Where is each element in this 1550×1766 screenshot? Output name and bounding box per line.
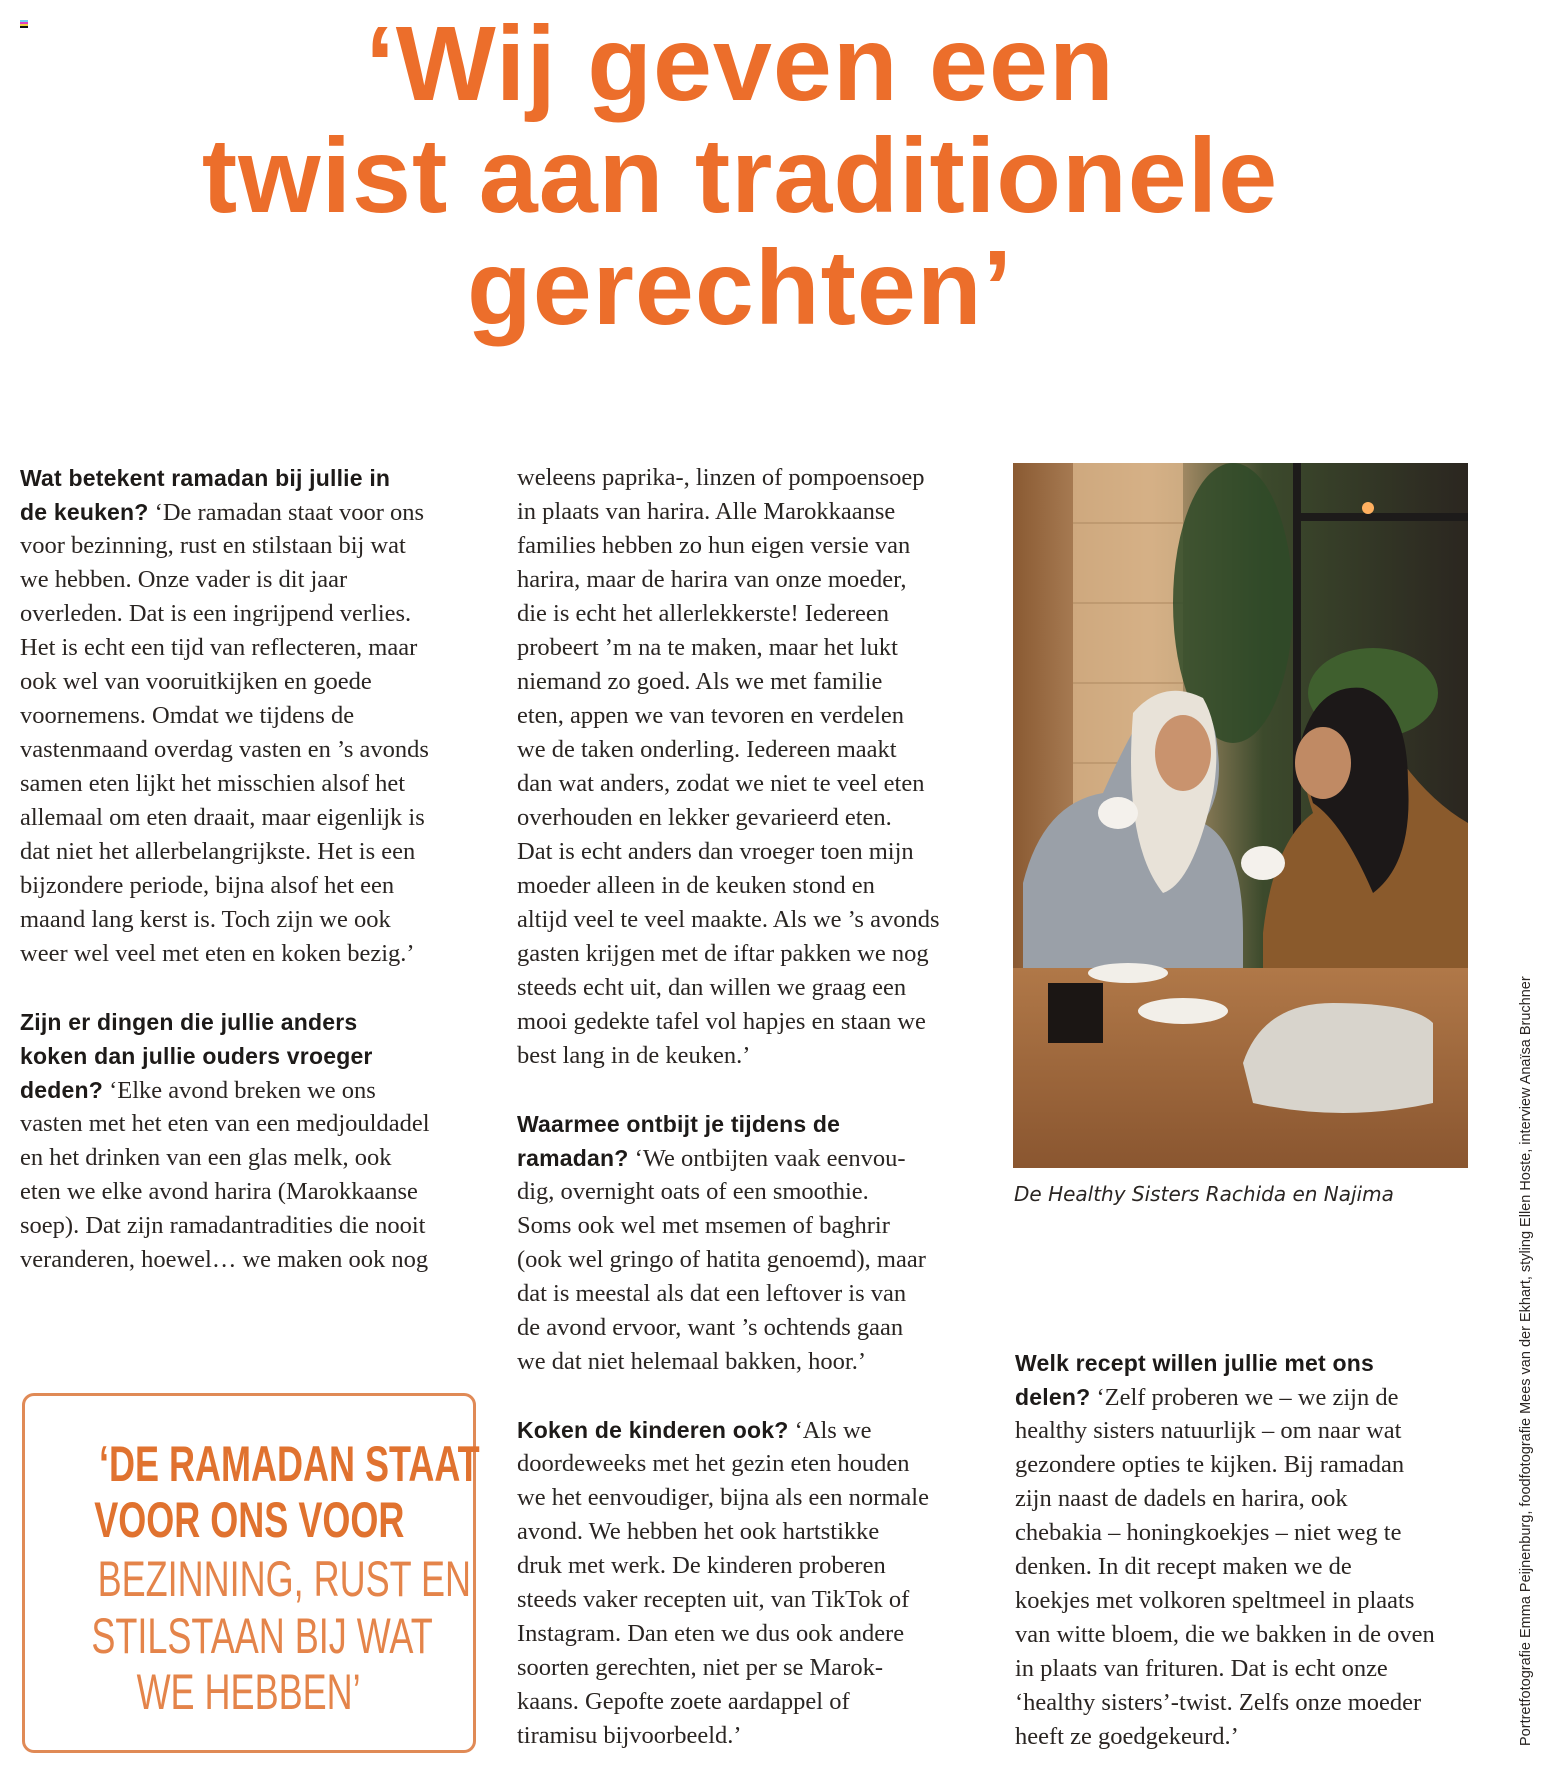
answer-text: ‘We ontbijten vaak eenvou- [634,1145,906,1172]
answer-text: avond. We hebben het ook hartstikke [517,1518,880,1545]
text-line [517,1719,977,1753]
answer-text: Instagram. Dan eten we dus ook andere [517,1620,905,1647]
text-line [517,1651,977,1685]
answer-text: niemand zo goed. Als we met familie [517,668,883,695]
answer-text: allemaal om eten draait, maar eigenlijk is [20,804,425,831]
text-line [20,835,480,869]
answer-text: steeds vaker recepten uit, van TikTok of [517,1586,910,1613]
answer-text: overleden. Dat is een ingrijpend verlies. [20,600,412,627]
interview-paragraph [517,461,977,1073]
photo-caption: De Healthy Sisters Rachida en Najima [1014,1182,1394,1206]
headline-line: twist aan traditionele [201,117,1279,235]
text-line [517,835,977,869]
answer-text: mooi gedekte tafel vol hapjes en staan we [517,1008,926,1035]
answer-text: maand lang kerst is. Toch zijn we ook [20,906,391,933]
paragraph-gap [20,971,480,1005]
article-column-3 [1015,1346,1485,1754]
text-line [517,1039,977,1073]
text-line [517,1583,977,1617]
text-line [517,1311,977,1345]
text-line [1015,1516,1485,1550]
answer-text: chebakia – honingkoekjes – niet weg te [1015,1519,1402,1546]
answer-text: dat is meestal als dat een leftover is van [517,1280,907,1307]
text-line [517,1549,977,1583]
answer-text: bijzondere periode, bijna alsof het een [20,872,395,899]
text-line [517,1481,977,1515]
text-line [1015,1414,1485,1448]
text-line [20,1073,480,1107]
answer-text: in plaats van harira. Alle Marokkaanse [517,498,896,525]
answer-text: eten we elke avond harira (Marokkaanse [20,1178,418,1205]
question-text: Koken de kinderen ook? [517,1417,789,1443]
text-line [20,631,480,665]
pull-quote-line: STILSTAAN BIJ WAT [91,1608,433,1664]
text-line [517,767,977,801]
text-line [517,1447,977,1481]
answer-text: we de taken onderling. Iedereen maakt [517,736,897,763]
answer-text: ook wel van vooruitkijken en goede [20,668,372,695]
pull-quote-line: BEZINNING, RUST EN [97,1551,471,1607]
text-line [517,529,977,563]
question-text: Welk recept willen jullie met ons [1015,1350,1374,1376]
answer-text: (ook wel gringo of hatita genoemd), maar [517,1246,926,1273]
answer-text: in plaats van frituren. Dat is echt onze [1015,1655,1388,1682]
text-line [517,1141,977,1175]
answer-text: kaans. Gepofte zoete aardappel of [517,1688,850,1715]
article-column-2 [517,461,977,1753]
question-text: koken dan jullie ouders vroeger [20,1043,373,1069]
text-line [517,665,977,699]
text-line [1015,1380,1485,1414]
text-line [517,1277,977,1311]
article-column-1 [20,461,480,1277]
text-line [517,801,977,835]
pull-quote-line: VOOR ONS VOOR [93,1492,405,1548]
interview-paragraph [1015,1346,1485,1754]
answer-text: ‘Als we [794,1417,872,1444]
answer-text: de avond ervoor, want ’s ochtends gaan [517,1314,904,1341]
answer-text: vastenmaand overdag vasten en ’s avonds [20,736,429,763]
answer-text: en het drinken van een glas melk, ook [20,1144,392,1171]
text-line [517,461,977,495]
answer-text: eten, appen we van tevoren en verdelen [517,702,905,729]
text-line [517,1617,977,1651]
answer-text: zijn naast de dadels en harira, ook [1015,1485,1348,1512]
question-text: deden? [20,1077,103,1103]
text-line [1015,1618,1485,1652]
text-line [20,1107,480,1141]
text-line [517,937,977,971]
text-line [20,495,480,529]
answer-text: heeft ze goedgekeurd.’ [1015,1723,1239,1750]
text-line [517,563,977,597]
answer-text: samen eten lijkt het misschien alsof het [20,770,406,797]
answer-text: we het eenvoudiger, bijna als een normale [517,1484,929,1511]
text-line [1015,1346,1485,1380]
text-line [517,1345,977,1379]
answer-text: Soms ook wel met msemen of baghrir [517,1212,890,1239]
text-line [517,1685,977,1719]
question-text: ramadan? [517,1145,629,1171]
photo-credits: Portretfotografie Emma Peijnenburg, foodfotografie Mees van der Ekhart, styling Ellen Hoste, interview Anaïsa Bruchner [1518,976,1534,1746]
answer-text: we dat niet helemaal bakken, hoor.’ [517,1348,866,1375]
answer-text: we hebben. Onze vader is dit jaar [20,566,348,593]
text-line [517,903,977,937]
text-line [20,733,480,767]
answer-text: doordeweeks met het gezin eten houden [517,1450,910,1477]
answer-text: Dat is echt anders dan vroeger toen mijn [517,838,914,865]
text-line [20,1209,480,1243]
headline-line: gerechten’ [466,229,1014,347]
question-text: Waarmee ontbijt je tijdens de [517,1111,841,1137]
text-line [517,1243,977,1277]
answer-text: weleens paprika-, linzen of pompoensoep [517,464,925,491]
text-line [1015,1482,1485,1516]
text-line [20,1005,480,1039]
text-line [20,767,480,801]
answer-text: voornemens. Omdat we tijdens de [20,702,355,729]
text-line [1015,1448,1485,1482]
text-line [20,563,480,597]
headline [0,5,1480,347]
answer-text: dat niet het allerbelangrijkste. Het is een [20,838,416,865]
paragraph-gap [517,1379,977,1413]
text-line [20,461,480,495]
text-line [20,801,480,835]
text-line [20,1141,480,1175]
answer-text: families hebben zo hun eigen versie van [517,532,911,559]
pull-quote-line: ‘DE RAMADAN STAAT [99,1436,480,1492]
interview-paragraph [20,1005,480,1277]
headline-line: ‘Wij geven een [365,5,1115,123]
answer-text: ‘healthy sisters’-twist. Zelfs onze moeder [1015,1689,1422,1716]
answer-text: van witte bloem, die we bakken in de oven [1015,1621,1435,1648]
question-text: de keuken? [20,499,149,525]
text-line [517,1413,977,1447]
answer-text: dan wat anders, zodat we niet te veel eten [517,770,925,797]
pull-quote-line: WE HEBBEN’ [136,1664,362,1720]
answer-text: moeder alleen in de keuken stond en [517,872,875,899]
text-line [1015,1652,1485,1686]
answer-text: ‘Zelf proberen we – we zijn de [1096,1384,1399,1411]
interview-paragraph [517,1107,977,1379]
text-line [20,1243,480,1277]
answer-text: healthy sisters natuurlijk – om naar wat [1015,1417,1402,1444]
answer-text: ‘Elke avond breken we ons [109,1077,376,1104]
text-line [517,631,977,665]
text-line [20,903,480,937]
text-line [20,1175,480,1209]
text-line [20,869,480,903]
answer-text: tiramisu bijvoorbeeld.’ [517,1722,742,1749]
text-line [517,1005,977,1039]
answer-text: Het is echt een tijd van reflecteren, maar [20,634,418,661]
text-line [20,597,480,631]
text-line [20,529,480,563]
pull-quote [22,1393,480,1753]
answer-text: voor bezinning, rust en stilstaan bij wat [20,532,406,559]
text-line [20,937,480,971]
answer-text: gasten krijgen met de iftar pakken we nog [517,940,929,967]
portrait-photo [1013,463,1468,1168]
answer-text: harira, maar de harira van onze moeder, [517,566,907,593]
answer-text: vasten met het eten van een medjouldadel [20,1110,430,1137]
text-line [517,597,977,631]
text-line [20,1039,480,1073]
question-text: delen? [1015,1384,1091,1410]
answer-text: soep). Dat zijn ramadantradities die nooit [20,1212,426,1239]
answer-text: ‘De ramadan staat voor ons [154,499,425,526]
answer-text: koekjes met volkoren speltmeel in plaats [1015,1587,1415,1614]
answer-text: denken. In dit recept maken we de [1015,1553,1352,1580]
text-line [517,699,977,733]
interview-paragraph [517,1413,977,1753]
text-line [517,1175,977,1209]
question-text: Wat betekent ramadan bij jullie in [20,465,391,491]
text-line [517,495,977,529]
answer-text: dig, overnight oats of een smoothie. [517,1178,869,1205]
answer-text: weer wel veel met eten en koken bezig.’ [20,940,415,967]
text-line [1015,1584,1485,1618]
text-line [1015,1550,1485,1584]
text-line [1015,1686,1485,1720]
question-text: Zijn er dingen die jullie anders [20,1009,358,1035]
answer-text: gezondere opties te kijken. Bij ramadan [1015,1451,1405,1478]
answer-text: soorten gerechten, niet per se Marok- [517,1654,883,1681]
photo-illustration [1013,463,1468,1168]
answer-text: druk met werk. De kinderen proberen [517,1552,886,1579]
text-line [1015,1720,1485,1754]
text-line [517,971,977,1005]
answer-text: best lang in de keuken.’ [517,1042,751,1069]
text-line [517,869,977,903]
answer-text: die is echt het allerlekkerste! Iedereen [517,600,890,627]
text-line [517,1209,977,1243]
text-line [20,665,480,699]
interview-paragraph [20,461,480,971]
answer-text: probeert ’m na te maken, maar het lukt [517,634,898,661]
paragraph-gap [517,1073,977,1107]
answer-text: overhouden en lekker gevarieerd eten. [517,804,892,831]
answer-text: steeds echt uit, dan willen we graag een [517,974,907,1001]
answer-text: altijd veel te veel maakte. Als we ’s avonds [517,906,940,933]
answer-text: veranderen, hoewel… we maken ook nog [20,1246,429,1273]
text-line [517,733,977,767]
text-line [517,1515,977,1549]
text-line [517,1107,977,1141]
text-line [20,699,480,733]
